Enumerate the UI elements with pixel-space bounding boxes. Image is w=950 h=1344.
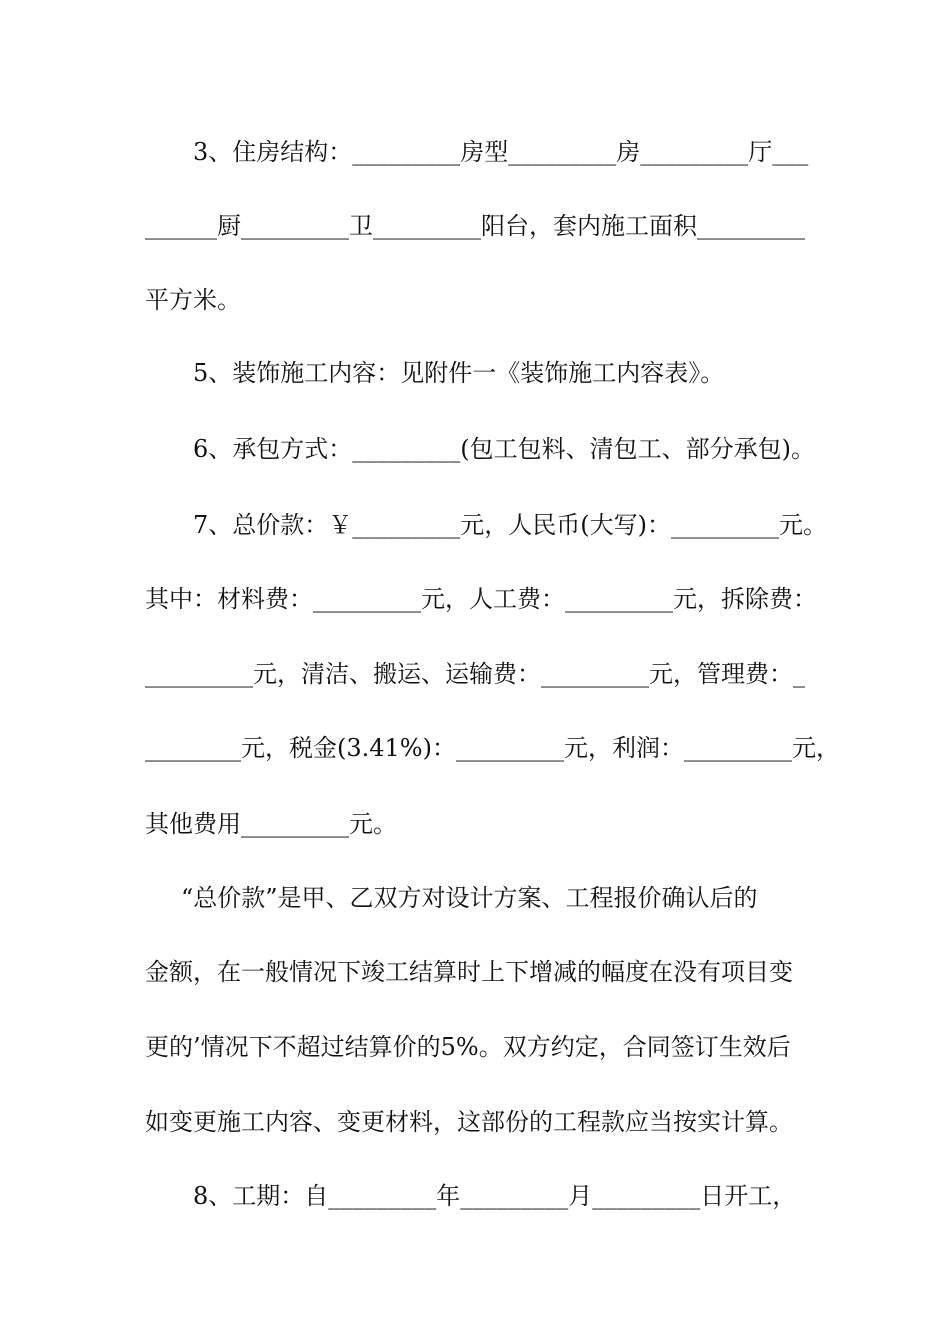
decoration-content-line: 5、装饰施工内容：见附件一《装饰施工内容表》。 [193, 359, 725, 387]
total-price-note-line-2: 金额，在一般情况下竣工结算时上下增减的幅度在没有项目变 [145, 958, 793, 986]
cost-breakdown-line-2: _________元，清洁、搬运、运输费：_________元，管理费：_ [145, 660, 805, 688]
total-price-line: 7、总价款：￥_________元，人民币(大写)：_________元。 [193, 511, 827, 539]
total-price-note-line-3: 更的’情况下不超过结算价的5%。双方约定，合同签订生效后 [145, 1033, 791, 1061]
construction-period-line: 8、工期：自_________年_________月_________日开工， [193, 1182, 797, 1210]
cost-breakdown-line-3: ________元，税金(3.41%)：_________元，利润：_________元， [145, 734, 840, 762]
cost-breakdown-line-1: 其中：材料费：_________元，人工费：_________元，拆除费： [145, 585, 817, 613]
housing-structure-line: 3、住房结构：_________房型_________房_________厅___ [193, 138, 809, 166]
total-price-note-line-4: 如变更施工内容、变更材料，这部份的工程款应当按实计算。 [145, 1108, 793, 1136]
other-fees-line: 其他费用_________元。 [145, 810, 397, 838]
contract-method-line: 6、承包方式：_________(包工包料、清包工、部分承包)。 [193, 435, 815, 463]
total-price-note-line-1: “总价款”是甲、乙双方对设计方案、工程报价确认后的 [181, 884, 758, 912]
housing-structure-line-cont: ______厨_________卫_________阳台，套内施工面积_________ [145, 212, 805, 240]
housing-area-unit-line: 平方米。 [145, 286, 241, 314]
